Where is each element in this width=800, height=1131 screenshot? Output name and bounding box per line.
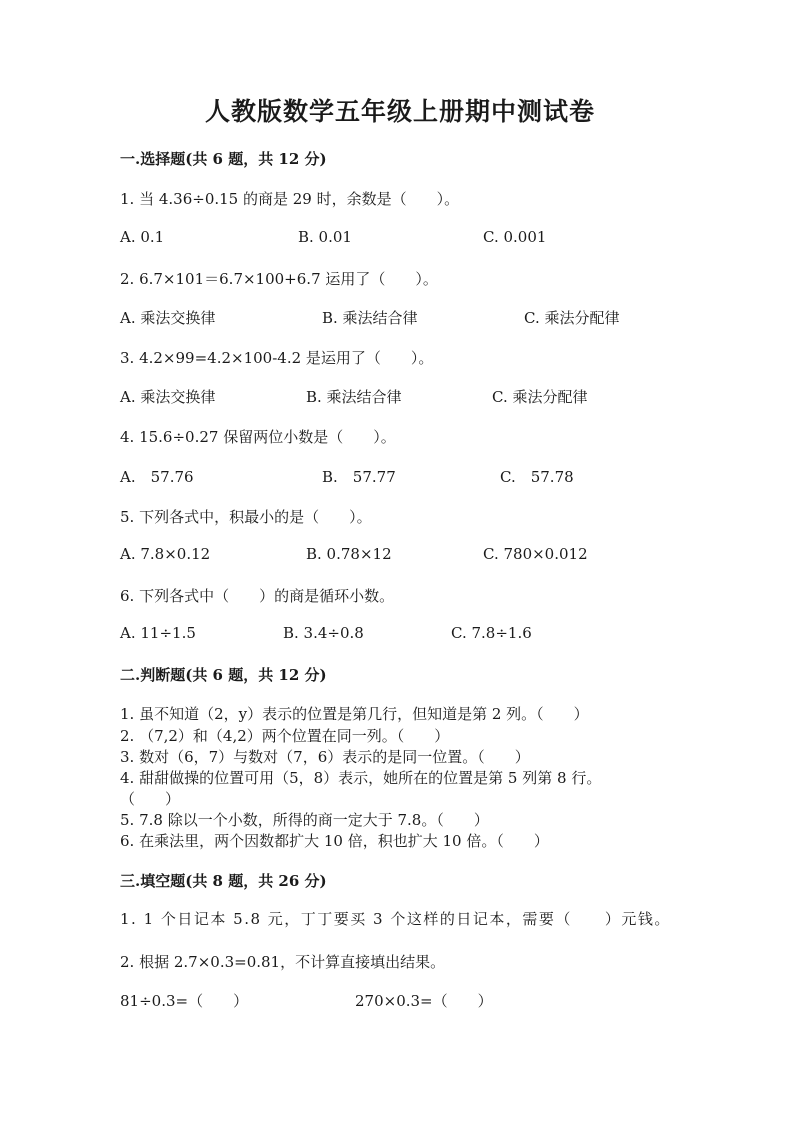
choice-q3-option-c: C. 乘法分配律 (492, 388, 588, 406)
choice-q4-option-b: B. 57.77 (322, 468, 396, 486)
choice-q6-stem: 6. 下列各式中（ ）的商是循环小数。 (120, 587, 395, 605)
choice-q2-option-c: C. 乘法分配律 (524, 309, 620, 327)
choice-q1-option-c: C. 0.001 (483, 228, 547, 246)
judge-q4-bracket: （ ） (120, 790, 181, 808)
fill-q2-blank-b: 270×0.3=（ ） (355, 992, 493, 1010)
choice-q4-option-a: A. 57.76 (120, 468, 194, 486)
choice-q3-option-b: B. 乘法结合律 (306, 388, 402, 406)
fill-q2-blank-a: 81÷0.3=（ ） (120, 992, 249, 1010)
choice-q3-stem: 3. 4.2×99=4.2×100-4.2 是运用了（ ）。 (120, 349, 434, 367)
judge-q5: 5. 7.8 除以一个小数，所得的商一定大于 7.8。（ ） (120, 811, 489, 829)
choice-q5-option-a: A. 7.8×0.12 (120, 545, 211, 563)
judge-q6: 6. 在乘法里，两个因数都扩大 10 倍，积也扩大 10 倍。（ ） (120, 832, 549, 850)
section-heading-choice: 一.选择题(共 6 题，共 12 分) (120, 150, 327, 168)
choice-q1-option-a: A. 0.1 (120, 228, 165, 246)
choice-q2-option-a: A. 乘法交换律 (120, 309, 216, 327)
judge-q2: 2. （7,2）和（4,2）两个位置在同一列。（ ） (120, 727, 450, 745)
choice-q6-option-b: B. 3.4÷0.8 (283, 624, 364, 642)
choice-q5-option-c: C. 780×0.012 (483, 545, 588, 563)
judge-q3: 3. 数对（6，7）与数对（7，6）表示的是同一位置。（ ） (120, 748, 530, 766)
choice-q6-option-c: C. 7.8÷1.6 (451, 624, 532, 642)
choice-q2-option-b: B. 乘法结合律 (322, 309, 418, 327)
choice-q2-stem: 2. 6.7×101＝6.7×100+6.7 运用了（ ）。 (120, 270, 438, 288)
choice-q5-option-b: B. 0.78×12 (306, 545, 392, 563)
judge-q4: 4. 甜甜做操的位置可用（5，8）表示，她所在的位置是第 5 列第 8 行。 (120, 769, 602, 787)
fill-q2: 2. 根据 2.7×0.3=0.81，不计算直接填出结果。 (120, 953, 446, 971)
choice-q4-option-c: C. 57.78 (500, 468, 574, 486)
choice-q1-option-b: B. 0.01 (298, 228, 352, 246)
page-title: 人教版数学五年级上册期中测试卷 (204, 97, 595, 126)
choice-q3-option-a: A. 乘法交换律 (120, 388, 216, 406)
section-heading-judge: 二.判断题(共 6 题，共 12 分) (120, 666, 327, 684)
choice-q6-option-a: A. 11÷1.5 (120, 624, 196, 642)
section-heading-fill: 三.填空题(共 8 题，共 26 分) (120, 872, 327, 890)
choice-q1-stem: 1. 当 4.36÷0.15 的商是 29 时，余数是（ ）。 (120, 190, 460, 208)
fill-q1: 1. 1 个日记本 5.8 元，丁丁要买 3 个这样的日记本，需要（ ）元钱。 (120, 910, 671, 928)
choice-q4-stem: 4. 15.6÷0.27 保留两位小数是（ ）。 (120, 428, 396, 446)
judge-q1: 1. 虽不知道（2，y）表示的位置是第几行，但知道是第 2 列。（ ） (120, 705, 589, 723)
choice-q5-stem: 5. 下列各式中，积最小的是（ ）。 (120, 508, 372, 526)
